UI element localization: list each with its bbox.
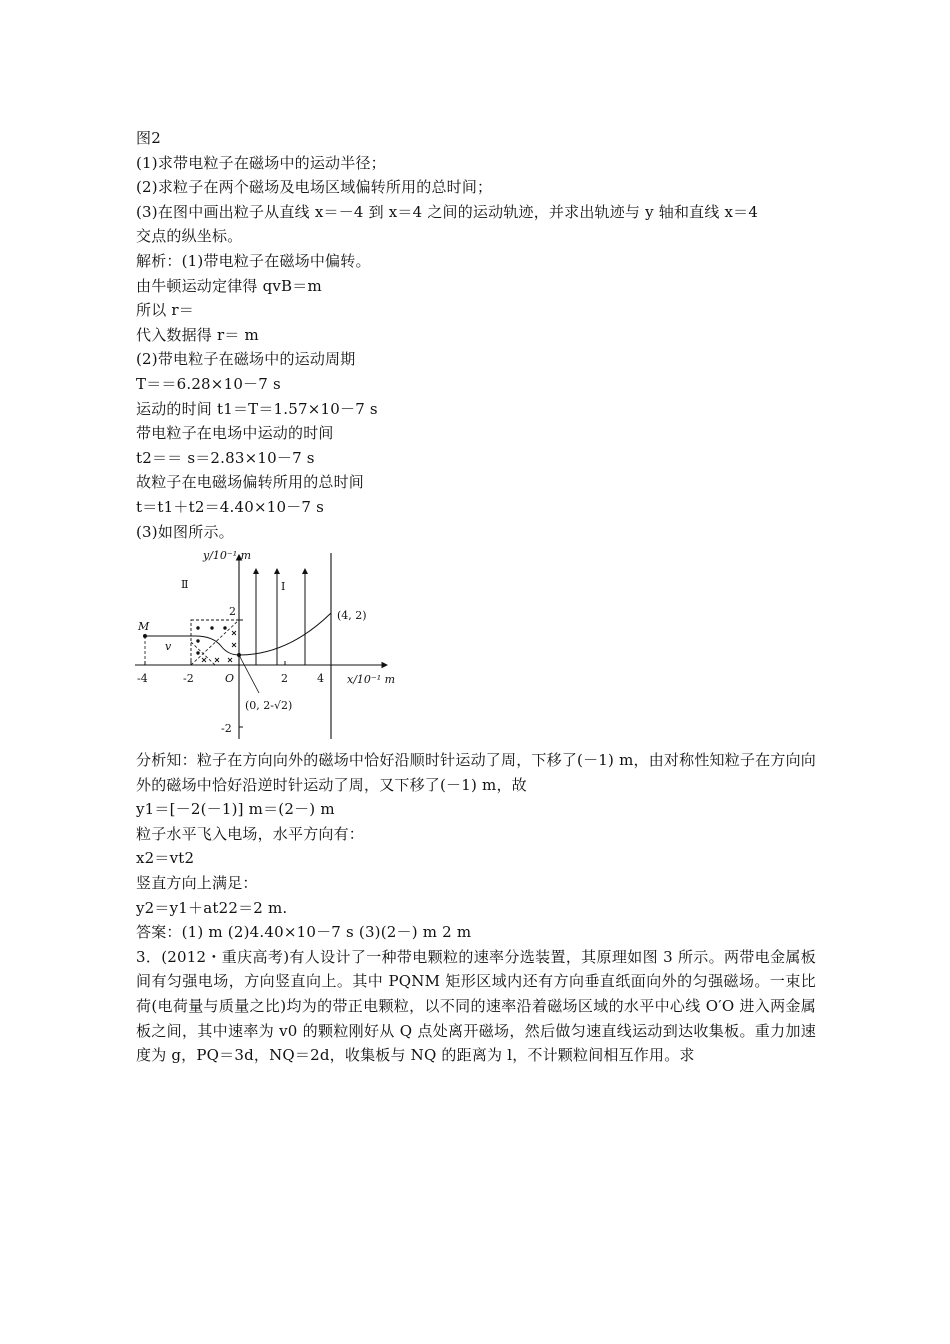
field-dot bbox=[196, 651, 199, 654]
solution-text-top bbox=[136, 126, 816, 544]
question-3: (3)在图中画出粒子从直线 x＝－4 到 x＝4 之间的运动轨迹，并求出轨迹与 y 轴和直线 x＝4 bbox=[136, 202, 759, 221]
question-1: (1)求带电粒子在磁场中的运动半径； bbox=[136, 153, 386, 172]
solution-line: 代入数据得 r＝ m bbox=[136, 325, 259, 344]
field-dot bbox=[196, 639, 199, 642]
solution-line: t＝t1＋t2＝4.40×10－7 s bbox=[136, 497, 325, 516]
velocity-label: v bbox=[165, 640, 172, 653]
tick-label-x-4: 4 bbox=[317, 672, 324, 685]
solution-text-bottom bbox=[136, 748, 816, 1068]
y-intercept-label: (0, 2-√2) bbox=[245, 699, 293, 712]
solution-line: 竖直方向上满足： bbox=[136, 873, 258, 892]
solution-line: 粒子水平飞入电场，水平方向有： bbox=[136, 824, 365, 843]
tick-label-x-neg2: -2 bbox=[183, 672, 194, 685]
problem-3-paragraph: 3．(2012・重庆高考)有人设计了一种带电颗粒的速率分选装置，其原理如图 3 所示。两带电金属板间有匀强电场，方向竖直向上。其中 PQNM 矩形区域内还有方向垂直纸面向外的匀强磁场。一束比荷(电荷量与质量之比)均为的带正电颗粒，以不同的速率沿着磁场区域的水平中心线 O′O 进入两金属板之间，其中速率为 v0 的颗粒刚好从 Q 点处离开磁场，然后做匀速直线运动到达收集板。重力加速度为 g，PQ＝3d，NQ＝2d，收集板与 NQ 的距离为 l，不计颗粒间相互作用。求 bbox=[136, 947, 816, 1065]
field-dot bbox=[223, 626, 226, 629]
figure-caption: 图2 bbox=[136, 129, 161, 147]
solution-line: (3)如图所示。 bbox=[136, 522, 234, 541]
y-axis-label: y/10⁻¹ m bbox=[203, 549, 252, 562]
solution-line: T＝＝6.28×10－7 s bbox=[136, 374, 281, 393]
question-3-cont: 交点的纵坐标。 bbox=[136, 227, 243, 246]
electric-parabola bbox=[239, 613, 331, 655]
tick-label-y-neg2: -2 bbox=[221, 722, 232, 735]
equation-y1: y1＝[－2(－1)] m＝(2－) m bbox=[136, 800, 335, 819]
equation-y2: y2＝y1＋at22＝2 m. bbox=[136, 898, 288, 917]
tick-label-y-2: 2 bbox=[229, 605, 236, 618]
solution-line: 带电粒子在电场中运动的时间 bbox=[136, 424, 334, 443]
point-m-label: M bbox=[138, 620, 150, 633]
solution-heading: 解析：(1)带电粒子在磁场中偏转。 bbox=[136, 251, 371, 270]
solution-line: 由牛顿运动定律得 qvB＝m bbox=[136, 276, 322, 295]
analysis-paragraph: 分析知：粒子在方向向外的磁场中恰好沿顺时针运动了周，下移了(－1) m，由对称性知粒子在方向向外的磁场中恰好沿逆时针运动了周，又下移了(－1) m，故 bbox=[136, 751, 816, 794]
origin-label: O bbox=[225, 672, 235, 685]
x-axis-label: x/10⁻¹ m bbox=[347, 673, 396, 686]
region-1-label: Ⅰ bbox=[281, 580, 286, 593]
field-dot bbox=[196, 626, 199, 629]
tick-label-x-neg4: -4 bbox=[137, 672, 148, 685]
trajectory-diagram bbox=[133, 543, 403, 743]
region-2-label: Ⅱ bbox=[181, 578, 189, 591]
field-dot bbox=[210, 626, 213, 629]
answer-line: 答案：(1) m (2)4.40×10－7 s (3)(2－) m 2 m bbox=[136, 923, 472, 942]
solution-line: t2＝＝ s＝2.83×10－7 s bbox=[136, 448, 315, 467]
solution-line: 运动的时间 t1＝T＝1.57×10－7 s bbox=[136, 399, 378, 418]
equation-x2: x2＝vt2 bbox=[136, 849, 195, 868]
trajectory-figure bbox=[133, 543, 403, 743]
solution-line: (2)带电粒子在磁场中的运动周期 bbox=[136, 350, 356, 369]
solution-line: 所以 r＝ bbox=[136, 301, 194, 320]
question-2: (2)求粒子在两个磁场及电场区域偏转所用的总时间； bbox=[136, 178, 493, 197]
tick-label-x-2: 2 bbox=[281, 672, 288, 685]
point-4-2-label: (4, 2) bbox=[337, 609, 367, 622]
solution-line: 故粒子在电磁场偏转所用的总时间 bbox=[136, 473, 365, 492]
